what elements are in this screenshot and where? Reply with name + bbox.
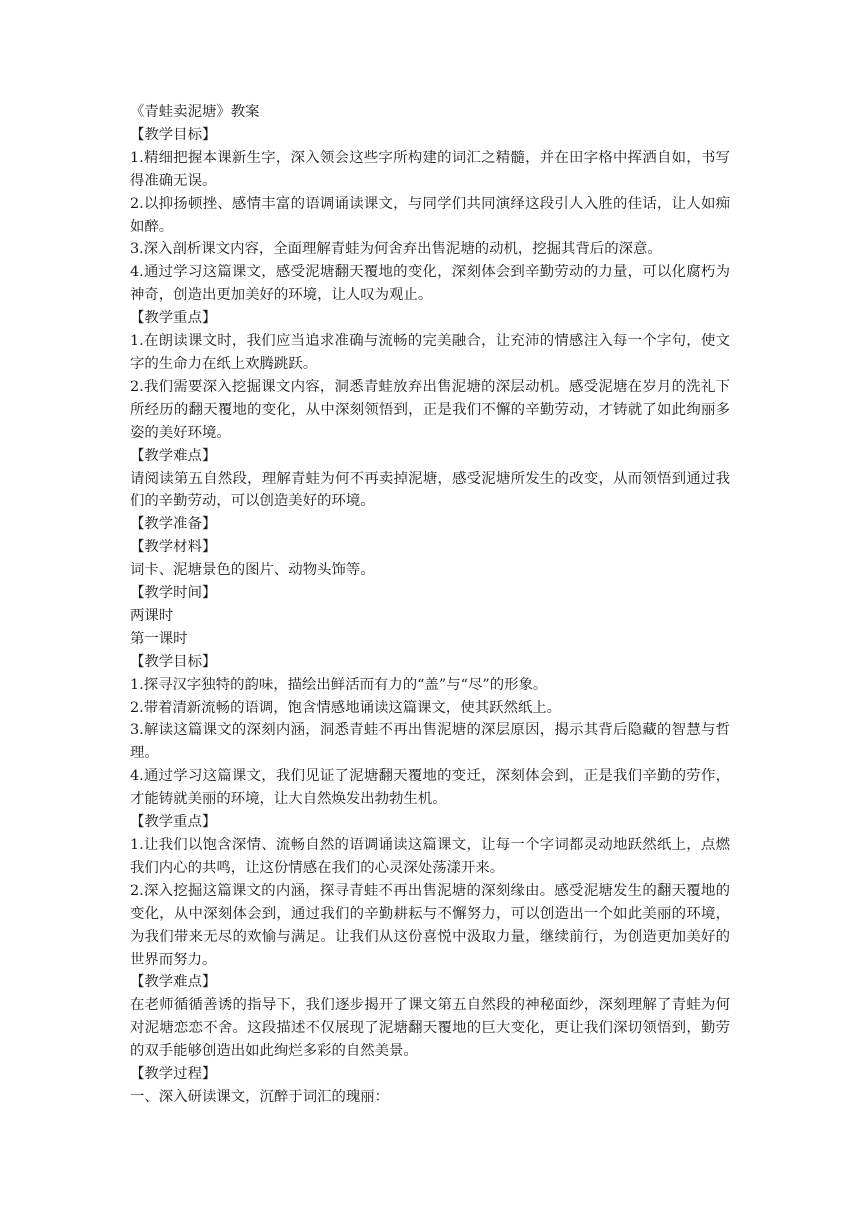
paragraph: 【教学时间】 xyxy=(130,585,217,602)
paragraph: 请阅读第五自然段，理解青蛙为何不再卖掉泥塘，感受泥塘所发生的改变，从而领悟到通过我们的辛勤劳动，可以创造美好的环境。 xyxy=(130,470,730,510)
paragraph: 1.在朗读课文时，我们应当追求准确与流畅的完美融合，让充沛的情感注入每一个字句，使文字的生命力在纸上欢腾跳跃。 xyxy=(130,333,730,372)
paragraph: 1.让我们以饱含深情、流畅自然的语调诵读这篇课文，让每一个字词都灵动地跃然纸上，点燃我们内心的共鸣，让这份情感在我们的心灵深处荡漾开来。 xyxy=(130,837,730,876)
paragraph: 一、深入研读课文，沉醉于词汇的瑰丽： xyxy=(130,1088,390,1105)
paragraph: 【教学难点】 xyxy=(130,447,217,464)
paragraph: 【教学准备】 xyxy=(130,516,217,533)
paragraph: 【教学重点】 xyxy=(130,310,217,327)
paragraph: 【教学材料】 xyxy=(130,539,217,556)
paragraph: 4.通过学习这篇课文，感受泥塘翻天覆地的变化，深刻体会到辛勤劳动的力量，可以化腐朽为神奇，创造出更加美好的环境，让人叹为观止。 xyxy=(130,264,730,304)
paragraph: 2.我们需要深入挖掘课文内容，洞悉青蛙放弃出售泥塘的深层动机。感受泥塘在岁月的洗礼下所经历的翻天覆地的变化，从中深刻领悟到，正是我们不懈的辛勤劳动，才铸就了如此绚丽多姿的美好环境。 xyxy=(130,378,730,441)
document-page xyxy=(130,101,730,1109)
paragraph: 【教学重点】 xyxy=(130,814,217,831)
paragraph: 2.带着清新流畅的语调，饱含情感地诵读这篇课文，使其跃然纸上。 xyxy=(130,699,562,716)
paragraph: 2.深入挖掘这篇课文的内涵，探寻青蛙不再出售泥塘的深刻缘由。感受泥塘发生的翻天覆地的变化，从中深刻体会到，通过我们的辛勤耕耘与不懈努力，可以创造出一个如此美丽的环境，为我们带来无尽的欢愉与满足。让我们从这份喜悦中汲取力量，继续前行，为创造更加美好的世界而努力。 xyxy=(130,882,730,968)
paragraph: 4.通过学习这篇课文，我们见证了泥塘翻天覆地的变迁，深刻体会到，正是我们辛勤的劳作，才能铸就美丽的环境，让大自然焕发出勃勃生机。 xyxy=(130,768,730,808)
paragraph: 3.深入剖析课文内容，全面理解青蛙为何舍弃出售泥塘的动机，挖掘其背后的深意。 xyxy=(130,241,662,258)
paragraph: 1.探寻汉字独特的韵味，描绘出鲜活而有力的“盖”与“尽”的形象。 xyxy=(130,676,548,693)
paragraph: 词卡、泥塘景色的图片、动物头饰等。 xyxy=(130,562,375,579)
paragraph: 【教学目标】 xyxy=(130,653,217,670)
paragraph: 第一课时 xyxy=(130,630,188,647)
paragraph: 1.精细把握本课新生字，深入领会这些字所构建的词汇之精髓，并在田字格中挥洒自如，书写得准确无误。 xyxy=(130,149,730,189)
paragraph: 【教学过程】 xyxy=(130,1066,217,1083)
document-title: 《青蛙卖泥塘》教案 xyxy=(130,104,260,120)
paragraph: 2.以抑扬顿挫、感情丰富的语调诵读课文，与同学们共同演绎这段引人入胜的佳话，让人如痴如醉。 xyxy=(130,195,730,235)
paragraph: 【教学难点】 xyxy=(130,974,217,991)
paragraph: 3.解读这篇课文的深刻内涵，洞悉青蛙不再出售泥塘的深层原因，揭示其背后隐藏的智慧与哲理。 xyxy=(130,722,730,762)
paragraph: 【教学目标】 xyxy=(130,126,217,143)
paragraph: 两课时 xyxy=(130,607,174,624)
paragraph: 在老师循循善诱的指导下，我们逐步揭开了课文第五自然段的神秘面纱，深刻理解了青蛙为何对泥塘恋恋不舍。这段描述不仅展现了泥塘翻天覆地的巨大变化，更让我们深切领悟到，勤劳的双手能够创造出如此绚烂多彩的自然美景。 xyxy=(130,997,730,1060)
